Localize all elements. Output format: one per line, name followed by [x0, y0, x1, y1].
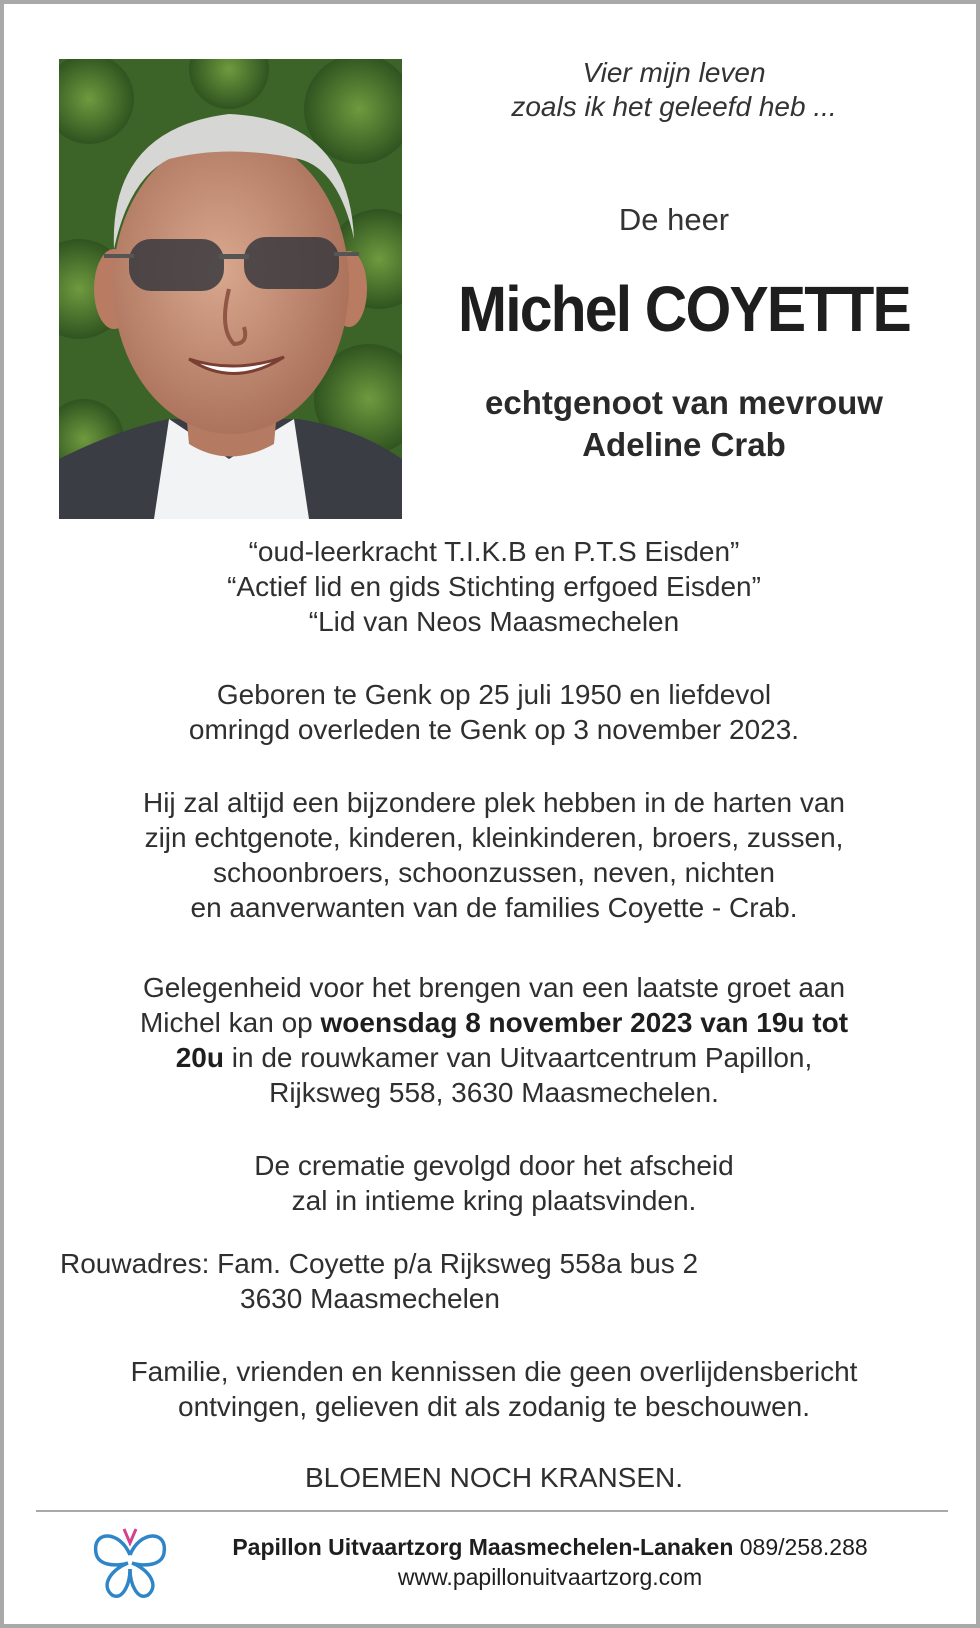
quote-line: “Lid van Neos Maasmechelen — [308, 606, 680, 637]
family-line: zijn echtgenote, kinderen, kleinkinderen, broers, zussen, — [144, 822, 844, 853]
visitation-text: in de rouwkamer van Uitvaartcentrum Papillon, — [223, 1042, 813, 1073]
visitation-line — [44, 1040, 944, 1075]
family-line: schoonbroers, schoonzussen, neven, nichten — [213, 857, 775, 888]
company-name: Papillon Uitvaartzorg Maasmechelen-Lanaken — [232, 1534, 734, 1560]
motto-line: zoals ik het geleefd heb ... — [511, 91, 837, 122]
deceased-name: Michel COYETTE — [458, 273, 910, 345]
flowers-notice: BLOEMEN NOCH KRANSEN. — [304, 1462, 684, 1493]
cremation-block — [44, 1148, 944, 1218]
notice-line: Familie, vrienden en kennissen die geen overlijdensbericht — [130, 1356, 858, 1387]
visitation-line: Rijksweg 558, 3630 Maasmechelen. — [269, 1077, 719, 1108]
family-line: en aanverwanten van de families Coyette - Crab. — [190, 892, 798, 923]
address-line: 3630 Maasmechelen — [240, 1283, 500, 1314]
notice-block — [44, 1354, 944, 1424]
visitation-text: Michel kan op — [139, 1007, 321, 1038]
salutation: De heer — [618, 202, 730, 237]
quotes-block — [44, 534, 944, 639]
birth-death-line: Geboren te Genk op 25 juli 1950 en liefdevol — [216, 679, 772, 710]
visitation-time: 20u — [175, 1042, 224, 1073]
birth-death-block — [44, 677, 944, 747]
visitation-date: woensdag 8 november 2023 van 19u tot — [320, 1007, 849, 1038]
spouse-line: Adeline Crab — [582, 426, 786, 463]
portrait-image — [59, 59, 402, 519]
footer-divider — [36, 1510, 948, 1512]
family-line: Hij zal altijd een bijzondere plek hebben in de harten van — [142, 787, 846, 818]
visitation-line — [44, 1005, 944, 1040]
butterfly-icon — [90, 1525, 170, 1601]
family-block — [44, 785, 944, 925]
portrait-photo — [59, 59, 402, 519]
motto — [444, 56, 904, 124]
spouse-line: echtgenoot van mevrouw — [485, 384, 883, 421]
motto-line: Vier mijn leven — [582, 57, 766, 88]
visitation-block — [44, 970, 944, 1110]
spouse-info — [424, 382, 944, 466]
mourning-address — [60, 1246, 820, 1316]
quote-line: “Actief lid en gids Stichting erfgoed Eisden” — [227, 571, 761, 602]
footer-company — [180, 1534, 920, 1561]
notice-line: ontvingen, gelieven dit als zodanig te beschouwen. — [178, 1391, 810, 1422]
birth-death-line: omringd overleden te Genk op 3 november 2023. — [188, 714, 800, 745]
address-line: Rouwadres: Fam. Coyette p/a Rijksweg 558a bus 2 — [60, 1248, 699, 1279]
company-website[interactable]: www.papillonuitvaartzorg.com — [397, 1564, 703, 1590]
cremation-line: De crematie gevolgd door het afscheid — [254, 1150, 734, 1181]
company-phone: 089/258.288 — [733, 1534, 868, 1560]
visitation-line: Gelegenheid voor het brengen van een laatste groet aan — [142, 972, 846, 1003]
cremation-line: zal in intieme kring plaatsvinden. — [291, 1185, 697, 1216]
quote-line: “oud-leerkracht T.I.K.B en P.T.S Eisden” — [248, 536, 740, 567]
